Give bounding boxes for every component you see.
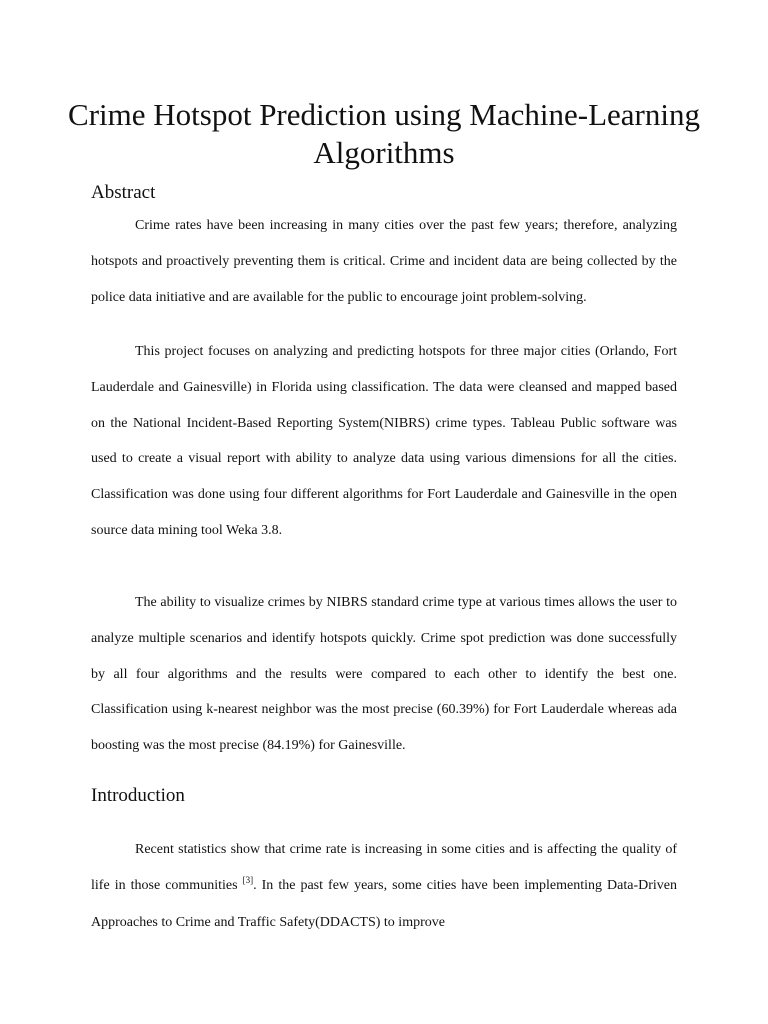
abstract-paragraph-2: This project focuses on analyzing and predicting hotspots for three major cities (Orlando, Fort Lauderdale and Gainesville) in Florida using classification. The data were cleansed and mapped based on the National Incident-Based Reporting System(NIBRS) crime types. Tableau Public software was used to create a visual report with ability to analyze data using various dimensions for all the cities. Classification was done using four different algorithms for Fort Lauderdale and Gainesville in the open source data mining tool Weka 3.8. [91,344,677,538]
citation-reference: [3] [242,874,254,885]
introduction-heading: Introduction [91,785,185,806]
abstract-paragraph-1: Crime rates have been increasing in many cities over the past few years; therefore, analyzing hotspots and proactively preventing them is critical. Crime and incident data are being collected by the police data initiative and are available for the public to encourage joint problem-solving. [91,218,677,305]
introduction-paragraph [91,832,677,940]
introduction-text-end: . In the past few years, some cities have been implementing Data-Driven Approaches to Crime and Traffic Safety(DDACTS) to improve [91,877,678,930]
abstract-heading: Abstract [91,182,156,203]
paper-title: Crime Hotspot Prediction using Machine-Learning Algorithms [68,97,700,170]
abstract-paragraph-3: The ability to visualize crimes by NIBRS standard crime type at various times allows the user to analyze multiple scenarios and identify hotspots quickly. Crime spot prediction was done successfully by all four algorithms and the results were compared to each other to identify the best one. Classification using k-nearest neighbor was the most precise (60.39%) for Fort Lauderdale whereas ada boosting was the most precise (84.19%) for Gainesville. [91,595,677,754]
introduction-text-start: Recent statistics show that crime rate is increasing in some cities and is affecting the quality of life in those communities [91,842,677,893]
